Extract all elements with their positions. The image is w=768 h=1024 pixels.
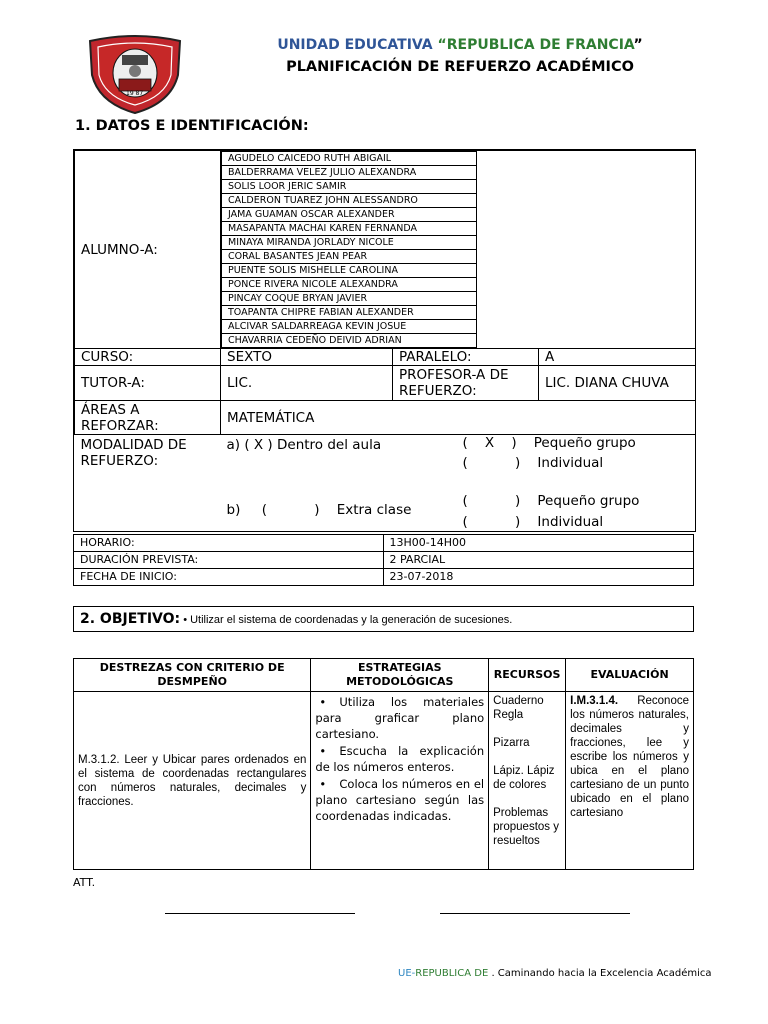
alumno-row [222,166,477,180]
curso-value: SEXTO [221,349,393,366]
recurso-item: Pizarra [493,737,530,749]
alumno-row [222,180,477,194]
horario-value: 23-07-2018 [383,569,694,586]
alumno-row [222,250,477,264]
school-logo [86,35,184,115]
header-evaluacion: EVALUACIÓN [566,659,694,692]
school-name-text: REPUBLICA DE FRANCIA [446,37,634,53]
horario-table [73,534,694,586]
alumno-label: ALUMNO-A: [75,151,221,349]
school-close-quote: ” [633,37,643,53]
bullet-icon: • [319,777,327,791]
objetivo-label: 2. OBJETIVO: [80,611,181,627]
school-name [230,37,690,53]
alumno-row [222,208,477,222]
horario-value: 13H00-14H00 [383,535,694,552]
alumno-name: PINCAY COQUE BRYAN JAVIER [222,292,477,306]
alumno-row [222,278,477,292]
recursos-cell [489,692,566,870]
alumno-row [222,236,477,250]
footer-part-2: REPUBLICA DE [415,968,492,979]
estrategias-cell [311,692,489,870]
areas-label: ÁREAS A REFORZAR: [75,401,221,435]
modalidad-b: b) ( ) Extra clase [226,502,412,518]
section-1-heading: 1. DATOS E IDENTIFICACIÓN: [75,118,309,134]
alumno-name: ALCIVAR SALDARREAGA KEVIN JOSUE [222,320,477,334]
horario-label: HORARIO: [74,535,384,552]
alumno-row [222,320,477,334]
estrategia-text: Utiliza los materiales para graficar plano cartesiano. [315,695,485,741]
alumno-name: TOAPANTA CHIPRE FABIAN ALEXANDER [222,306,477,320]
horario-label: DURACIÓN PREVISTA: [74,552,384,569]
alumno-name: PONCE RIVERA NICOLE ALEXANDRA [222,278,477,292]
alumno-name: MASAPANTA MACHAI KAREN FERNANDA [222,222,477,236]
alumno-name: MINAYA MIRANDA JORLADY NICOLE [222,236,477,250]
estrategia-text: Coloca los números en el plano cartesiano según las coordenadas indicadas. [315,777,485,823]
tutor-value: LIC. [221,366,393,401]
curso-label: CURSO: [75,349,221,366]
recurso-item: Cuaderno Regla [493,695,544,721]
school-open-quote: “ [437,37,447,53]
header-recursos: RECURSOS [489,659,566,692]
recurso-item: Lápiz. Lápiz de colores [493,765,555,791]
modalidad-label: MODALIDAD DE REFUERZO: [80,437,187,469]
modalidad-b-individual: ( ) Individual [462,514,604,530]
bullet-icon: • [319,695,327,709]
horario-label: FECHA DE INICIO: [74,569,384,586]
alumno-name: BALDERRAMA VELEZ JULIO ALEXANDRA [222,166,477,180]
alumno-row [222,152,477,166]
horario-row [74,569,694,586]
destreza-cell: M.3.1.2. Leer y Ubicar pares ordenados en el sistema de coordenadas rectangulares con números naturales, decimales y fracciones. [74,692,311,870]
modalidad-a-individual: ( ) Individual [462,455,604,471]
horario-value: 2 PARCIAL [383,552,694,569]
destrezas-table [73,658,694,870]
school-prefix: UNIDAD EDUCATIVA [277,37,438,53]
profesor-label: PROFESOR-A DE REFUERZO: [393,366,539,401]
objetivo-box [73,606,694,632]
objetivo-text: • Utilizar el sistema de coordenadas y la generación de sucesiones. [180,614,513,626]
document-title: PLANIFICACIÓN DE REFUERZO ACADÉMICO [286,59,634,75]
alumno-name: AGUDELO CAICEDO RUTH ABIGAIL [222,152,477,166]
tutor-label: TUTOR-A: [75,366,221,401]
header-destrezas: DESTREZAS CON CRITERIO DE DESMPEÑO [74,659,311,692]
alumnos-list [221,151,477,348]
footer-slogan [398,968,712,979]
logo-year-text: 19 87 [126,90,144,97]
estrategia-item [315,694,484,742]
estrategia-item [315,776,484,824]
alumno-name: CHAVARRIA CEDEÑO DEIVID ADRIAN [222,334,477,348]
alumno-row [222,292,477,306]
alumno-name: CALDERON TUAREZ JOHN ALESSANDRO [222,194,477,208]
alumno-row [222,306,477,320]
bullet-icon: • [319,744,327,758]
modalidad-a: a) ( X ) Dentro del aula [226,437,382,453]
signature-line-1 [165,903,355,914]
modalidad-b-pequeno: ( ) Pequeño grupo [462,493,640,509]
recurso-item: Problemas propuestos y resueltos [493,807,559,847]
alumno-row [222,334,477,348]
alumno-row [222,194,477,208]
footer-part-1: UE- [398,968,416,979]
alumno-name: SOLIS LOOR JERIC SAMIR [222,180,477,194]
alumno-row [222,222,477,236]
paralelo-label: PARALELO: [393,349,539,366]
evaluacion-cell [566,692,694,870]
estrategia-text: Escucha la explicación de los números enteros. [315,744,485,774]
alumno-name: JAMA GUAMAN OSCAR ALEXANDER [222,208,477,222]
att-label: ATT. [73,876,96,889]
areas-value: MATEMÁTICA [221,401,696,435]
paralelo-value: A [539,349,696,366]
modalidad-a-pequeno: ( X ) Pequeño grupo [462,435,636,451]
footer-part-3: . Caminando hacia la Excelencia Académica [491,968,712,979]
horario-row [74,552,694,569]
alumno-name: CORAL BASANTES JEAN PEAR [222,250,477,264]
alumno-name: PUENTE SOLIS MISHELLE CAROLINA [222,264,477,278]
signature-line-2 [440,903,630,914]
header-estrategias: ESTRATEGIAS METODOLÓGICAS [311,659,489,692]
evaluacion-code: I.M.3.1.4. [570,695,619,707]
datos-table [73,149,696,532]
profesor-value: LIC. DIANA CHUVA [539,366,696,401]
horario-row [74,535,694,552]
evaluacion-text: Reconoce los números naturales, decimales y fracciones, lee y escribe los números y ubica en el plano cartesiano de un punto ubicado en el plano cartesiano [570,695,689,819]
alumno-row [222,264,477,278]
estrategia-item [315,743,484,775]
